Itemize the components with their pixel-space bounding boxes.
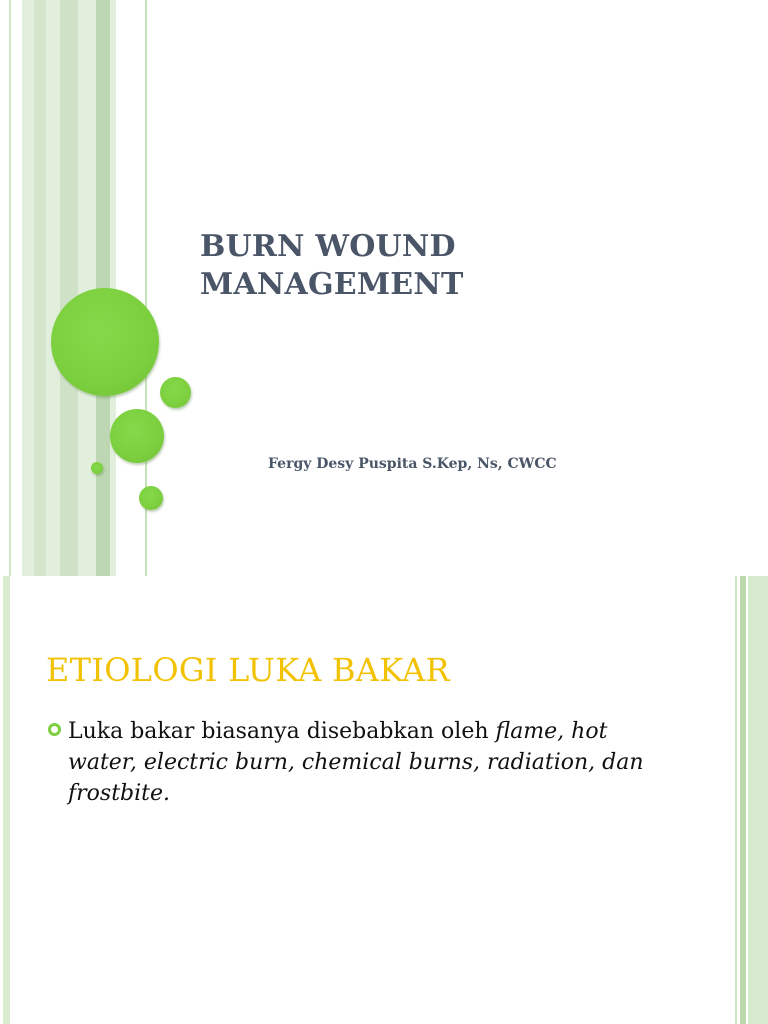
left-edge-stripe xyxy=(3,576,10,1024)
slide-title-line-1: BURN WOUND xyxy=(200,229,456,264)
decorative-stripe xyxy=(34,0,46,576)
decorative-stripe xyxy=(60,0,78,576)
bullet-text xyxy=(68,716,646,809)
right-decorative-band xyxy=(748,576,768,1024)
right-decorative-line xyxy=(735,576,737,1024)
hollow-circle-bullet-icon xyxy=(48,723,61,736)
decorative-tiny-circle xyxy=(91,462,103,474)
bullet-text-italic: flame, hot water, electric burn, chemical burns, radiation, dan frostbite. xyxy=(68,719,644,806)
section-heading: ETIOLOGI LUKA BAKAR xyxy=(46,651,450,689)
left-edge-stripe xyxy=(9,0,11,576)
bullet-text-normal: Luka bakar biasanya disebabkan oleh xyxy=(68,719,496,744)
slide-title xyxy=(200,228,620,304)
content-slide xyxy=(0,576,768,1024)
slide-title-line-2: MANAGEMENT xyxy=(200,267,464,302)
decorative-small-circle xyxy=(139,486,163,510)
decorative-large-circle xyxy=(51,288,159,396)
author-subtitle: Fergy Desy Puspita S.Kep, Ns, CWCC xyxy=(268,456,557,472)
decorative-medium-circle xyxy=(110,409,164,463)
right-decorative-stripe xyxy=(740,576,746,1024)
bullet-list-item xyxy=(46,716,646,809)
decorative-small-circle xyxy=(160,377,191,408)
